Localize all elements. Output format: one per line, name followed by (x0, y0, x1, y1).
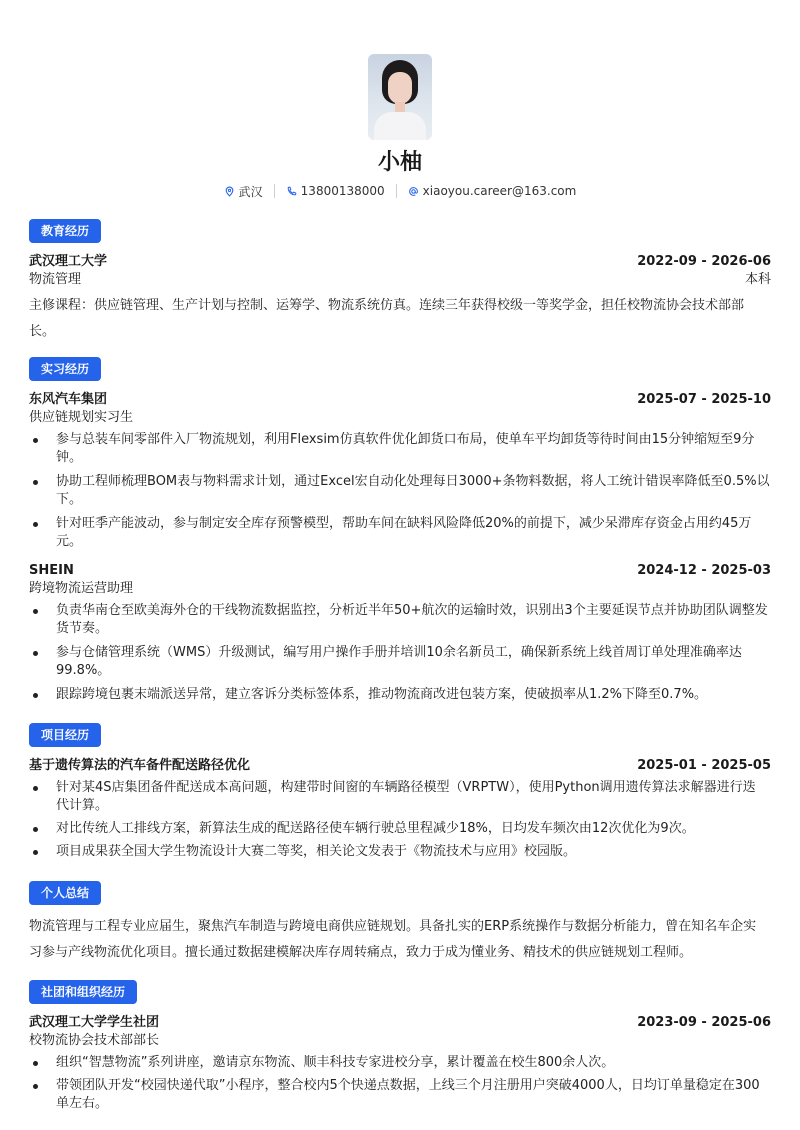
bullet-item (29, 644, 771, 680)
education-entry (29, 253, 771, 345)
bullet-line: 跟踪跨境包裹末端派送异常，建立客诉分类标签体系，推动物流商改进包装方案，使破损率从1.2%下降至0.7%。 (56, 687, 708, 702)
contact-phone (286, 184, 385, 198)
organization-entry (29, 1014, 771, 1113)
summary-text (29, 914, 771, 966)
bullet-line: 钟。 (56, 450, 83, 465)
organization-name: 武汉理工大学学生社团 (29, 1015, 160, 1030)
company-name: 东风汽车集团 (29, 392, 108, 407)
bullet-line: 对比传统人工排线方案，新算法生成的配送路径使车辆行驶总里程减少18%，日均发车频次由12次优化为9次。 (56, 821, 695, 836)
bullet-item (29, 515, 771, 551)
bullet-list (29, 779, 771, 861)
contact-location (224, 183, 263, 200)
bullet-line: 项目成果获全国大学生物流设计大赛二等奖，相关论文发表于《物流技术与应用》校园版。 (56, 844, 577, 859)
education-dates: 2022-09 - 2026-06 (637, 254, 771, 269)
bullet-list (29, 431, 771, 551)
location-text: 武汉 (238, 184, 263, 199)
education-description (29, 293, 771, 345)
section-header-projects: 项目经历 (29, 723, 101, 747)
major: 物流管理 (29, 272, 82, 287)
project-entry (29, 757, 771, 861)
internship-entry (29, 562, 771, 704)
bullet-line: 元。 (56, 534, 83, 549)
map-pin-icon (224, 186, 235, 197)
candidate-name: 小柚 (377, 150, 422, 175)
bullet-line: 组织“智慧物流”系列讲座，邀请京东物流、顺丰科技专家进校分享，累计覆盖在校生800余人次。 (56, 1055, 615, 1070)
phone-text: 13800138000 (300, 184, 385, 198)
summary-line: 物流管理与工程专业应届生，聚焦汽车制造与跨境电商供应链规划。具备扎实的ERP系统操作与数据分析能力，曾在知名车企实 (29, 919, 757, 934)
description-line: 长。 (29, 324, 56, 339)
internship-dates: 2024-12 - 2025-03 (637, 563, 771, 578)
bullet-item (29, 431, 771, 467)
bullet-line: 针对旺季产能波动，参与制定安全库存预警模型，帮助车间在缺料风险降低20%的前提下，减少呆滞库存资金占用约45万 (56, 516, 752, 531)
contact-info (0, 182, 800, 200)
resume-header (0, 54, 800, 200)
organization-role: 校物流协会技术部部长 (29, 1033, 160, 1048)
bullet-line: 参与仓储管理系统（WMS）升级测试，编写用户操作手册并培训10余名新员工，确保新系统上线首周订单处理准确率达 (56, 645, 742, 660)
project-dates: 2025-01 - 2025-05 (637, 758, 771, 773)
bullet-item (29, 602, 771, 638)
contact-email (408, 184, 577, 198)
degree: 本科 (744, 272, 771, 287)
summary-line: 习参与产线物流优化项目。擅长通过数据建模解决库存周转痛点，致力于成为懂业务、精技术的供应链规划工程师。 (29, 945, 693, 960)
divider (274, 184, 275, 198)
bullet-line: 99.8%。 (56, 663, 111, 678)
bullet-line: 带领团队开发“校园快递代取”小程序，整合校内5个快递点数据，上线三个月注册用户突破4000人，日均订单量稳定在300 (56, 1078, 760, 1093)
job-role: 跨境物流运营助理 (29, 581, 134, 596)
bullet-line: 负责华南仓至欧美海外仓的干线物流数据监控，分析近半年50+航次的运输时效，识别出3个主要延误节点并协助团队调整发 (56, 603, 768, 618)
organization-dates: 2023-09 - 2025-06 (637, 1015, 771, 1030)
bullet-line: 下。 (56, 492, 83, 507)
description-line: 主修课程：供应链管理、生产计划与控制、运筹学、物流系统仿真。连续三年获得校级一等奖学金，担任校物流协会技术部部 (29, 298, 745, 313)
section-header-internship: 实习经历 (29, 357, 101, 381)
at-sign-icon (408, 186, 419, 197)
bullet-list (29, 1054, 771, 1113)
section-header-organizations: 社团和组织经历 (29, 980, 137, 1004)
bullet-line: 货节奏。 (56, 621, 109, 636)
bullet-item (29, 820, 771, 838)
job-role: 供应链规划实习生 (29, 410, 134, 425)
bullet-item (29, 1054, 771, 1072)
internship-entry (29, 391, 771, 551)
bullet-item (29, 686, 771, 704)
bullet-item (29, 473, 771, 509)
company-name: SHEIN (29, 563, 74, 578)
section-header-education: 教育经历 (29, 219, 101, 243)
internship-dates: 2025-07 - 2025-10 (637, 392, 771, 407)
bullet-line: 参与总装车间零部件入厂物流规划，利用Flexsim仿真软件优化卸货口布局，使单车平均卸货等待时间由15分钟缩短至9分 (56, 432, 755, 447)
bullet-item (29, 1077, 771, 1113)
section-header-summary: 个人总结 (29, 881, 101, 905)
divider (396, 184, 397, 198)
bullet-line: 针对某4S店集团备件配送成本高问题，构建带时间窗的车辆路径模型（VRPTW），使用Python调用遗传算法求解器进行迭 (56, 780, 756, 795)
bullet-item (29, 779, 771, 815)
project-name: 基于遗传算法的汽车备件配送路径优化 (29, 758, 251, 773)
bullet-line: 单左右。 (56, 1096, 109, 1111)
bullet-line: 协助工程师梳理BOM表与物料需求计划，通过Excel宏自动化处理每日3000+条物料数据，将人工统计错误率降低至0.5%以 (56, 474, 770, 489)
avatar (368, 54, 432, 140)
bullet-item (29, 843, 771, 861)
bullet-line: 代计算。 (56, 798, 109, 813)
bullet-list (29, 602, 771, 704)
school-name: 武汉理工大学 (29, 254, 108, 269)
email-text[interactable]: xiaoyou.career@163.com (422, 184, 577, 198)
phone-icon (286, 186, 297, 197)
